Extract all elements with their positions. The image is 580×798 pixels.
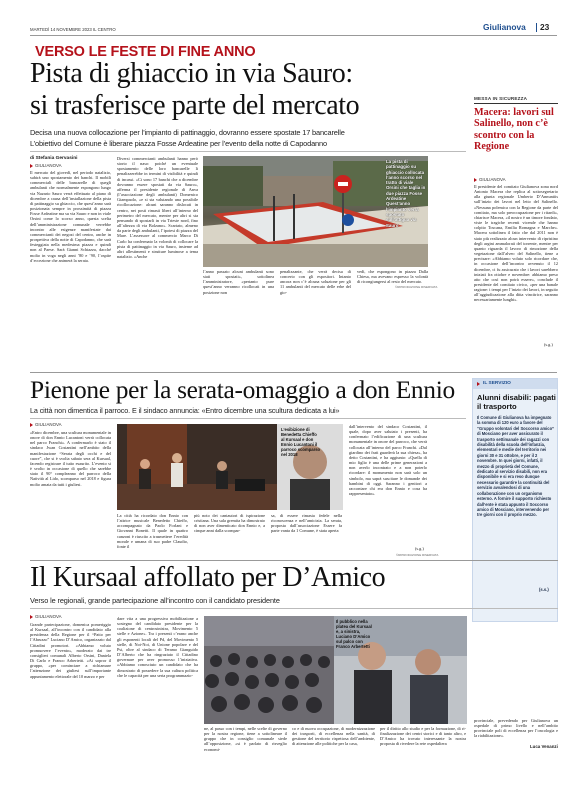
article3-body-col3: ne, al passo con i tempi, nelle scelte di governo per la nostra regione, tiene a sottolineare il gruppo che in consiglio comunale siede all’opposizione, «si è parlato di risveglio economi-	[204, 726, 287, 752]
header-date-paper: MARTEDÌ 14 NOVEMBRE 2023 IL CENTRO	[30, 27, 116, 32]
servizio-signature: (s.s.)	[539, 587, 549, 592]
article2-top-rule	[30, 372, 557, 373]
arrow-marker-icon	[30, 423, 33, 427]
concert-photo	[117, 424, 343, 510]
article3-subhead-rule	[30, 608, 558, 609]
photo-credit: ©RIPRODUZIONE RISERVATA	[395, 285, 438, 289]
article3-body-col2: dare vita a una progressiva mobilitazione a sostegno del candidato presidente per la coalizione di centrosinistra, Movimento 5 stelle e Azione». Tra i presenti c’erano anche gli esponenti locali del Pd, del Movimento 5 stelle, di Noi-Noi, di Unione popolare e del Psi, oltre al sindaco di Teramo Gianguido D’Alberto che ha ringraziato il Cittadino governare per aver promosso l’iniziativa. «Abbiamo conosciuto un candidato che ha dimostrato di possedere la sua cultura politica che le capacità per una seria programmazio-	[117, 616, 198, 678]
kursaal-photo	[204, 616, 467, 724]
header-section: Giulianova	[483, 22, 526, 32]
dateline-place: GIULIANOVA	[30, 163, 62, 168]
arrow-marker-icon	[30, 164, 33, 168]
article2-signature: (s.g.)	[415, 546, 424, 551]
byline: di Stefania Gervasini	[30, 156, 78, 161]
article2-body-col4: sa, di essere rimasta fedele nella riconoscenza e nell’amicizia. La serata, proposta dall’associazione Essere fa parte vanta da 1 Comune, è stata aperta	[271, 513, 342, 534]
article2-subhead: La città non dimentica il parroco. E il sindaco annuncia: «Entro dicembre una scultura dedicata a lui»	[30, 406, 340, 415]
no-entry-sign-icon	[334, 175, 352, 193]
article3-signature: Luca Venanzi	[530, 744, 558, 749]
article3-subhead: Verso le regionali, grande partecipazione all’incontro con il candidato presidente	[30, 596, 280, 605]
article2-body-col3: più noto dei cantautori di ispirazione cristiana. Una sala gremita ha dimostrato di non aver dimenticato don Ennio e, a cinque anni dalla scompar-	[194, 513, 265, 534]
article3-place: GIULIANOVA	[30, 614, 62, 619]
article-don-ennio	[30, 376, 466, 556]
article-headline-line2: si trasferisce parte del mercato	[30, 90, 360, 121]
article2-subhead-rule	[30, 418, 466, 419]
article2-body-col2: La città ha ricordato don Ennio con l’attrice musicale Benedetto Chieffo, accompagnato da Paolo Forlani e Giovanni Bonetti. Il quale in quattro canzoni è riuscito a trasmettere l’eredità morale e umana di suo padre Claudio, fonte il	[117, 513, 188, 549]
sidebar-section-label: MESSA IN SICUREZZA	[474, 96, 528, 101]
article2-place: GIULIANOVA	[30, 422, 62, 427]
article2-body-col1: «Entro dicembre, una scultura monumentale in onore di don Ennio Lucantoni verrà collocata nel parco Franchi». A confermarlo è stato il sindaco Jwan Costantini nell’ambito della manifestazione “Serata degli occhi e del cuore”, che si è svolta sabato sera al Kursaal, facendo registrare il tutto esaurito. L’evento si è svolto in occasione di quello che sarebbe stato il 90° compleanno del parroco della Natività al Lido, scomparso nel 2018 e figura molto amata da tutti i giuliesi.	[30, 430, 111, 487]
article3-body-col1: Grande partecipazione, domenica pomeriggio al Kursaal, all’incontro con il candidato alla presidenza della Regione per il “Patto per l’Abruzzo” Luciano D’Amico, organizzato dal Cittadini promotori. «Abbiamo voluto promuovere l’evento», moderato dai tre consiglieri comunali Alberto Orsini, Daniela Di Carlo e Franco Arbertetti. «Ai sopror il gruppo, «per cominciare a richiamare l’attenzione dei giuliesi sull’importante appuntamento elettorale del 10 marzo e per	[30, 622, 111, 679]
article-subhead-line1: Decisa una nuova collocazione per l’impianto di pattinaggio, dovranno essere spostate 17 bancarelle	[30, 128, 345, 137]
article2-body-col5: dall’intervento del sindaco Costantini, il quale, dopo aver salutato i presenti, ha confermato l’edificazione di una scultura monumentale in onore del parroco, che verrà collocata all’interno del parco Franchi. «Dal giardino dei frati guarderà la sua chiesa», ha detto Costantini, e ha aggiunto: «Quella di mio figlio è una delle prime generazioni a non averlo incontrato e a non poterlo ricordare: il monumento non sarà solo un simbolo, ma saprà suscitare le domande dei bambini di oggi. Saranno i genitori a raccontare chi era don Ennio e cosa ha rappresentato».	[349, 424, 427, 497]
page-header	[0, 0, 580, 40]
arrow-marker-icon	[477, 382, 480, 386]
article3-body-col4: co e di nuova occupazione, di modernizzazione dei trasporti, di eccellenza nella sanità, di gestione del territorio rispettosa dell’ambiente, di attenzione alle politiche per la casa,	[292, 726, 375, 747]
article2-photo-credit: ©RIPRODUZIONE RISERVATA	[396, 553, 439, 557]
servizio-headline: Alunni disabili: pagati il trasporto	[477, 393, 556, 411]
article-body-col1: Il mercato del giovedì, nel periodo natalizio, subirà uno spostamento dei banchi. Il mobili commerciali delle bancarelle di quegli ambulanti che normalmente espongono lungo via Nazario Sauro verrà effettuato al piano di dicembre a causa dell’installazione della pista di pattinaggio su ghiaccio, che quest’anno sarà posizionata sempre in prossimità di piazza Fosse Ardeatine ma su via Sauro e non in viale Orsini come lo scorso anno, questa scelta dell’amministrazione comunale verrebbe incontro alle esigenze manifestate dai commercianti dei negozi del centro, anche in prospettiva della notte di Capodanno, che sarà festeggiata nella medesima piazza e quindi non al Paese. Sarà Gianni Schiazza, dacché molto in voga negli anni ’80 e ’90, l’ospite d’eccezione che animerà la serata.	[30, 170, 111, 263]
article-body-col2: Diversi commercianti ambulanti hanno però storto il naso: poiché un eventuale spostamento delle loro bancarelle li penalizzerebbe in termini di visibilità e quindi di incassi. «Ci sono 17 banchi che a dicembre dovranno essere spostati da via Sauro», afferma il presidente regionale di Anva (l’associazione degli ambulanti) Domenico Giampaolo, «e si sta valutando una possibile ricollocazione: alcuni saranno dislocati in centro, nei posti rimasti liberi all’interno del perimetro del mercato, mentre per altri si sta pensando di spostarli in via Trieste nord, fino all’altezza di via Bolzano». Scartato, almeno da parte degli ambulanti, l’ipotesi di piazza del Mare. L’assessore al commercio Marco Di Carlo ha confermato la volontà di collocare la pista di pattinaggio in via Sauro, insieme ad altri allestimenti e strutture luminose a tema natalizio. «Anche	[117, 156, 198, 259]
header-separator	[536, 23, 537, 32]
sidebar-headline: Macera: lavori sul Salinello, non c’è scontro con la Regione	[474, 107, 554, 153]
sidebar-messa-sicurezza	[474, 96, 558, 350]
article-kursaal	[30, 562, 558, 798]
ice-rink-photo	[203, 156, 428, 267]
article3-body-col5: per il diritto allo studio e per la formazione, di ri-finalizzazione dei centri storici e di tanto altro, e D’Amico ha trovato interessante la nostra proposta di rivedere la rete ospedaliera	[380, 726, 466, 747]
kursaal-photo-caption: Il pubblico nella platea del Kursaal e, a sinistra, Luciano D’Amico sul palco con Franco Arbertetti	[336, 619, 372, 650]
arrow-marker-icon	[30, 615, 33, 619]
article2-headline: Pienone per la serata-omaggio a don Ennio	[30, 376, 455, 404]
article-kicker: VERSO LE FESTE DI FINE ANNO	[35, 44, 256, 60]
sidebar-place: GIULIANOVA	[474, 177, 506, 182]
subhead-rule	[30, 151, 466, 152]
article-pista-ghiaccio	[30, 40, 466, 295]
servizio-label-bar	[473, 379, 557, 389]
article3-headline: Il Kursaal affollato per D’Amico	[30, 562, 386, 593]
article-body-col3: l’anno passato alcuni ambulanti sono stati spostati», sottolinea l’amministratore, «pertanto pure quest’anno verranno ricollocati in una posizione non	[203, 269, 274, 295]
arrow-marker-icon	[474, 178, 477, 182]
sidebar-body: Il presidente del comitato Giulianova zona nord Antonio Macera che replica al sottosegretario alla giunta regionale Umberto D’Annuntiis sull’inizio dei lavori nel letto del Salinello. «Nessuna polemica con la Regione da parte del comitato, ma solo preoccupazione per i ritardi», chiarisce Macera, «il nostro è un timore fondato, viste le tragiche recenti vicende che hanno colpito Toscana, Emilia Romagna e Marche». Macera sottolinea il fatto che dal 2011 non è stato più realizzato alcun intervento di ripristino degli argini ammalorati del torrente, mentre per quanto riguarda il lavoro di rimozione della vegetazione dall’alveo del Salinello, tiene a precisare: «Abbiamo voluto solo ricordare che, in occasione dell’incontro avvenuto il 12 dicembre, ci fu assicurato che i lavori sarebbero iniziati fra ottobre e novembre: abbiamo preso atto che così non potrà essere», conclude il presidente del comitato civico, «per una banale ragione: i tempi per l’inizio dei lavori, in seguito all’aggiudicazione alla ditta vincitrice, saranno necessariamente lunghi».	[474, 184, 558, 303]
article-subhead-line2: L’obiettivo del Comune è liberare piazza Fosse Ardeatine per l’evento della notte di Capodanno	[30, 139, 327, 148]
page-number: 23	[540, 22, 550, 32]
article-body-col4: penalizzante, che verrà decisa di concerto con gli espositori. Intanto ancora non c’è alcuna soluzione per gli 11 ambulanti del mercato delle erbe del gio-	[280, 269, 351, 295]
article3-top-rule	[30, 560, 558, 561]
article-headline-line1: Pista di ghiaccio in via Sauro:	[30, 58, 353, 89]
sidebar-signature: (s.g.)	[544, 342, 553, 347]
servizio-body: Il Comune di Giulianova ha impegnato la somma di 120 euro a favore del “Gruppo volontari del Soccorso amico” di Mosciano per aver assicurato il trasporto settimanale dei ragazzi con disabilità della scuola dell’infanzia, elementari e medie del territorio nei giorni 30 e 31 ottobre, e per il 2 novembre. In quei giorni, infatti, il mezzo di proprietà del Comune, dedicato al servizio disabili, non era disponibile e si era reso dunque necessario garantire la continuità del servizio avvalendosi di una collaborazione con un organismo esterno. A fornire il supporto richiesto dall’ente è stata appunto il Soccorso amico di Mosciano, intervenendo per tre giorni con il proprio mezzo.	[477, 415, 555, 518]
article-body-col5: vedì, che espongono in piazza Dalla Chiesa, ma avevano espresso la volontà di ricongiungersi al resto del mercato.	[357, 269, 428, 285]
photo-caption: La pista di pattinaggio su ghiaccio collocata l’anno scorso nel tratto di viale Orsini che taglia in due piazza Fosse Ardeatine Quest’anno l’impianto verrà spostato sull’attigua via Sauro	[386, 159, 426, 228]
header-rule	[30, 35, 557, 36]
article3-body-col6: provinciale, prevedendo per Giulianova un ospedale di primo livello e nell’ambito provinciale poli di eccellenza per l’oncologia e la riabilitazione».	[474, 718, 558, 739]
sidebar-rule	[474, 103, 558, 104]
concert-photo-caption: L’esibizione di Benedetta Chieffo al Kursaal e don Ennio Lucantoni il parroco scomparso nel 2018	[281, 427, 321, 458]
servizio-section-label: IL SERVIZIO	[483, 381, 511, 386]
